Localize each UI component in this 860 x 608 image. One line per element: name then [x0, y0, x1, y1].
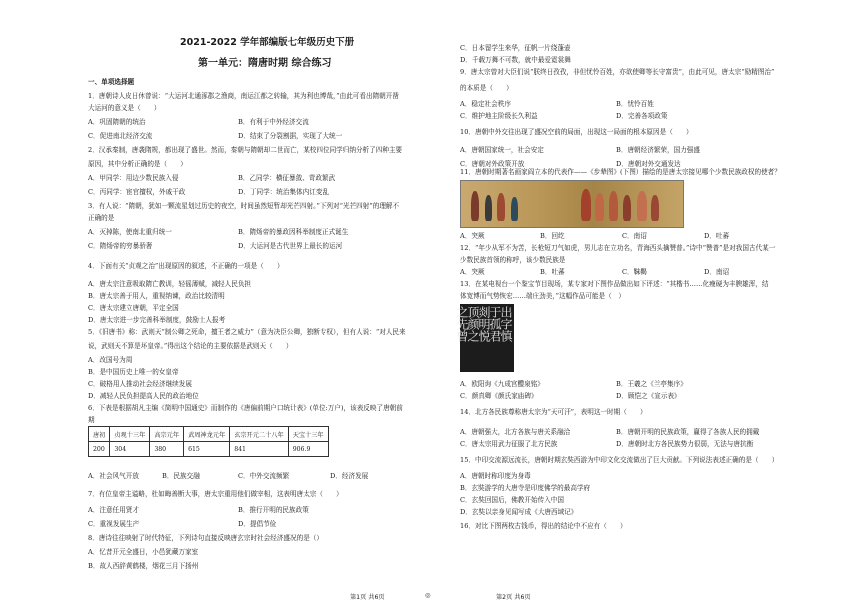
answer-option: A．欧阳询《九成宫醴泉铭》 [460, 380, 544, 388]
painting-figure [637, 191, 647, 221]
answer-option: D．丁同学：统治集体内讧变乱 [238, 188, 330, 196]
painting-figure [511, 197, 518, 221]
page-number-right: 第2页 共6页 [496, 594, 531, 601]
answer-option: B．民族交融 [162, 472, 200, 480]
answer-option: A．巩固隋朝的统治 [88, 118, 146, 126]
question-stem: 原因，其中分析正确的是（ ） [88, 160, 187, 168]
answer-option: C．维护地主阶级长久利益 [460, 112, 538, 120]
answer-option: B．玄奘游学的大唐寺是印度佛学的最高学府 [460, 484, 591, 492]
answer-option: A．突厥 [460, 268, 485, 276]
table-cell: 武周神龙元年 [184, 427, 230, 442]
answer-option: C．玄奘回国后，佛教开始传入中国 [460, 496, 564, 504]
painting-figure [581, 189, 591, 221]
answer-option: D．吐蕃 [704, 232, 730, 240]
question-stem: 9．唐太宗曾对大臣们说“朕终日孜孜，非但忧怜百姓，亦欲使卿等长守富贵”，由此可见，唐太宗“励精图治” [460, 68, 775, 76]
answer-option: C．南诏 [622, 232, 647, 240]
painting-figure [609, 191, 618, 221]
unit-subtitle: 第一单元：隋唐时期 综合练习 [198, 58, 332, 69]
table-cell: 615 [184, 442, 230, 457]
answer-option: A．灭掉陈，使南北重归统一 [88, 228, 172, 236]
table-header-row [89, 427, 329, 442]
answer-option: C．唐太宗建立唐朝，平定全国 [88, 304, 179, 312]
question-stem: 的本质是（ ） [460, 84, 513, 92]
question-stem: 7．有位皇帝主谥略，杜如晦善断大事，唐太宗重用他们做宰相，这表明唐太宗（ ） [88, 490, 343, 498]
answer-option: C．促进南北经济交流 [88, 132, 153, 140]
table-cell: 841 [230, 442, 289, 457]
question-stem: 14．北方各民族尊称唐太宗为“天可汗”，表明这一时期（ ） [460, 408, 647, 416]
answer-option: B．唐朝开明的民族政策，赢得了各族人民的拥戴 [616, 428, 760, 436]
answer-option: D．顾恺之《宣示表》 [616, 392, 681, 400]
answer-option: B．隋炀帝的暴政因科举制度正式诞生 [238, 228, 349, 236]
answer-option: D．千载万舞不可数，就中最爱霓裳舞 [460, 56, 571, 64]
answer-option: C．丙同学：宦官擅权，外戚干政 [88, 188, 186, 196]
table-cell: 380 [150, 442, 184, 457]
answer-option: A．唐朝强大，北方各族与唐关系融洽 [460, 428, 571, 436]
answer-option: B．王羲之《兰亭集序》 [616, 380, 687, 388]
question-stem: 正确的是 [88, 214, 115, 222]
table-cell: 906.9 [288, 442, 328, 457]
painting-figure [595, 193, 604, 221]
answer-option: D．唐朝时北方各民族势力很弱，无法与唐抗衡 [616, 440, 754, 448]
question-stem: 说，武则天不算是坏皇帝。”得出这个结论的主要依据是武则天（ ） [88, 342, 293, 350]
answer-option: A．唐朝国家统一，社会安定 [460, 146, 544, 154]
answer-option: D．玄奘以亲身见闻写成《大唐西域记》 [460, 508, 578, 516]
household-table [88, 426, 329, 457]
answer-option: D．大运河是古代世界上最长的运河 [238, 242, 343, 250]
answer-option: C．破格用人推动社会经济继续发展 [88, 380, 192, 388]
answer-option: A．忆昔开元全盛日，小邑犹藏万家室 [88, 548, 199, 556]
painting-figure [471, 191, 479, 221]
answer-option: C．唐朝对外政策开放 [460, 160, 525, 168]
section-heading: 一、单项选择题 [88, 78, 135, 86]
question-stem: 少数民族首领的称呼，该少数民族是 [460, 256, 566, 264]
answer-option: C．隋炀帝的穷暴骄奢 [88, 242, 153, 250]
question-stem: 1．唐朝诗人皮日休曾说：“大运河北通涿郡之渔商，南运江都之转输，其为利也博哉，”由此可看出隋朝开凿 [88, 92, 399, 100]
answer-option: D．南诏 [704, 268, 730, 276]
answer-option: D．唐太宗进一步完善科举制度，鼓励士人报考 [88, 316, 226, 324]
answer-option: A．注意任用贤才 [88, 506, 139, 514]
answer-option: B．是中国历史上唯一的女皇帝 [88, 368, 179, 376]
calligraphy-rubbing [455, 304, 514, 372]
answer-option: B．故人西辞黄鹤楼，烟花三月下扬州 [88, 562, 199, 570]
answer-option: C．重视发展生产 [88, 520, 140, 528]
page-separator: ◎ [425, 592, 431, 599]
answer-option: B．吐蕃 [540, 268, 565, 276]
question-stem: 15．中印交流源远流长，唐朝时期玄奘西游为中印文化交流做出了巨大贡献。下列说法表述正确的是（ ） [460, 456, 779, 464]
answer-option: B．唐太宗善于用人，重视纳谏，政治比较清明 [88, 292, 225, 300]
calligraphy-column: 于孤君 [488, 306, 502, 342]
question-stem: 4．下面有关“贞观之治”出现原因的叙述，不正确的一项是（ ） [88, 262, 284, 270]
answer-option: B．忧怜百姓 [616, 100, 654, 108]
painting-figure [485, 195, 492, 221]
question-stem: 10．唐朝中外交往出现了盛况空前的局面，出现这一局面的根本原因是（ ） [460, 128, 693, 136]
question-stem: 8．唐诗往往映射了时代特征，下列诗句直接反映唐玄宗时社会经济盛况的是（） [88, 534, 323, 542]
answer-option: C．靺鞨 [622, 268, 647, 276]
answer-option: A．稳定社会秩序 [460, 100, 511, 108]
table-cell: 唐初 [89, 427, 110, 442]
question-stem: 2．汉承秦制，唐袭隋规，都出现了盛世。然而，秦朝与隋朝却二世而亡，某校四位同学归纳分析了四种主要 [88, 146, 403, 154]
answer-option: C．唐太宗用武力征服了北方民族 [460, 440, 558, 448]
page-number-left: 第1页 共6页 [350, 594, 385, 601]
answer-option: C．中外交流频繁 [238, 472, 290, 480]
table-cell: 304 [110, 442, 150, 457]
table-row [89, 442, 329, 457]
question-stem: 5．《旧唐书》称：武则天“制公卿之死命，擅王者之威力”（意为决臣公卿，独断专权），但有人说：“对人民来 [88, 328, 406, 336]
painting-figure [623, 195, 631, 221]
answer-option: D．唐朝对外交通发达 [616, 160, 681, 168]
table-cell: 天宝十三年 [288, 427, 328, 442]
answer-option: A．改国号为周 [88, 356, 133, 364]
question-stem: 11．唐朝时期著名画家阎立本的代表作——《步辇图》(下图）描绘的是唐太宗接见哪个少数民族政权的使者？ [460, 168, 781, 176]
table-cell: 玄宗开元二十八年 [230, 427, 289, 442]
calligraphy-column: 顶颜之 [466, 306, 480, 342]
answer-option: A．甲同学：用边少数民族入侵 [88, 174, 179, 182]
question-stem: 6．下表是根据胡凡主编《简明中国通史》而制作的《唐偏前期户口统计表》(单位:万户)，该表反映了唐朝前 [88, 404, 403, 412]
question-stem: 大运河的意义是（ ） [88, 104, 161, 112]
question-stem: 3．有人说：“隋朝，犹如一颗流星划过历史的夜空，时间虽然短暂却光芒四射。”下列对“光芒四射”的理解不 [88, 202, 400, 210]
painting-figure [497, 193, 505, 221]
table-cell: 200 [89, 442, 110, 457]
calligraphy-column: 出字慎 [499, 306, 513, 342]
answer-option: B．有利于中外经济交流 [238, 118, 309, 126]
answer-option: C．日本留学生来华，征帆一片绕蓬壶 [460, 44, 571, 52]
painting-figure [651, 195, 659, 221]
answer-option: D．减轻人民负担提高人民的政治地位 [88, 392, 199, 400]
answer-option: A．唐朝时称印度为身毒 [460, 472, 531, 480]
answer-option: D．经济发展 [330, 472, 369, 480]
question-stem: 12．“年少从军不为苦，长枪短刀气如虎，男儿志在立功名，青海西头擒赞普。”诗中“赞普”是对我国古代某一 [460, 244, 776, 252]
answer-option: B．唐朝经济繁荣，国力强盛 [616, 146, 700, 154]
question-stem: 13．在某电视台一个鉴宝节目现场，某专家对下图作品做出如下评述：“其楷书……化瘦硬为丰腴雄浑，结 [460, 280, 769, 288]
buni-tu-painting [460, 180, 684, 228]
question-stem: 16．对比下图两枚古钱币，得出的结论中不应有（ ） [460, 522, 627, 530]
answer-option: C．颜真卿《颜氏家庙碑》 [460, 392, 538, 400]
answer-option: D．完善各项政策 [616, 112, 668, 120]
page-title: 2021-2022 学年部编版七年级历史下册 [180, 37, 355, 48]
question-stem: 体宽博而气势恢宏……端庄劲美，”这幅作品可能是（ ） [460, 292, 625, 300]
answer-option: D．结束了分裂割据，实现了大统一 [238, 132, 343, 140]
answer-option: B．回纥 [540, 232, 565, 240]
answer-option: B．乙同学：横征暴敛、苛政繁武 [238, 174, 336, 182]
answer-option: A．唐太宗注意吸取隋亡教训，轻徭薄赋，减轻人民负担 [88, 280, 252, 288]
question-stem: 期 [88, 416, 95, 424]
answer-option: B．推行开明的民族政策 [238, 506, 309, 514]
table-cell: 高宗元年 [150, 427, 184, 442]
calligraphy-column: 剡明悦 [477, 306, 491, 342]
answer-option: A．突厥 [460, 232, 485, 240]
answer-option: D．提倡节俭 [238, 520, 277, 528]
calligraphy-column: 之先曾 [455, 306, 469, 342]
table-cell: 贞观十三年 [110, 427, 150, 442]
answer-option: A．社会风气开放 [88, 472, 139, 480]
